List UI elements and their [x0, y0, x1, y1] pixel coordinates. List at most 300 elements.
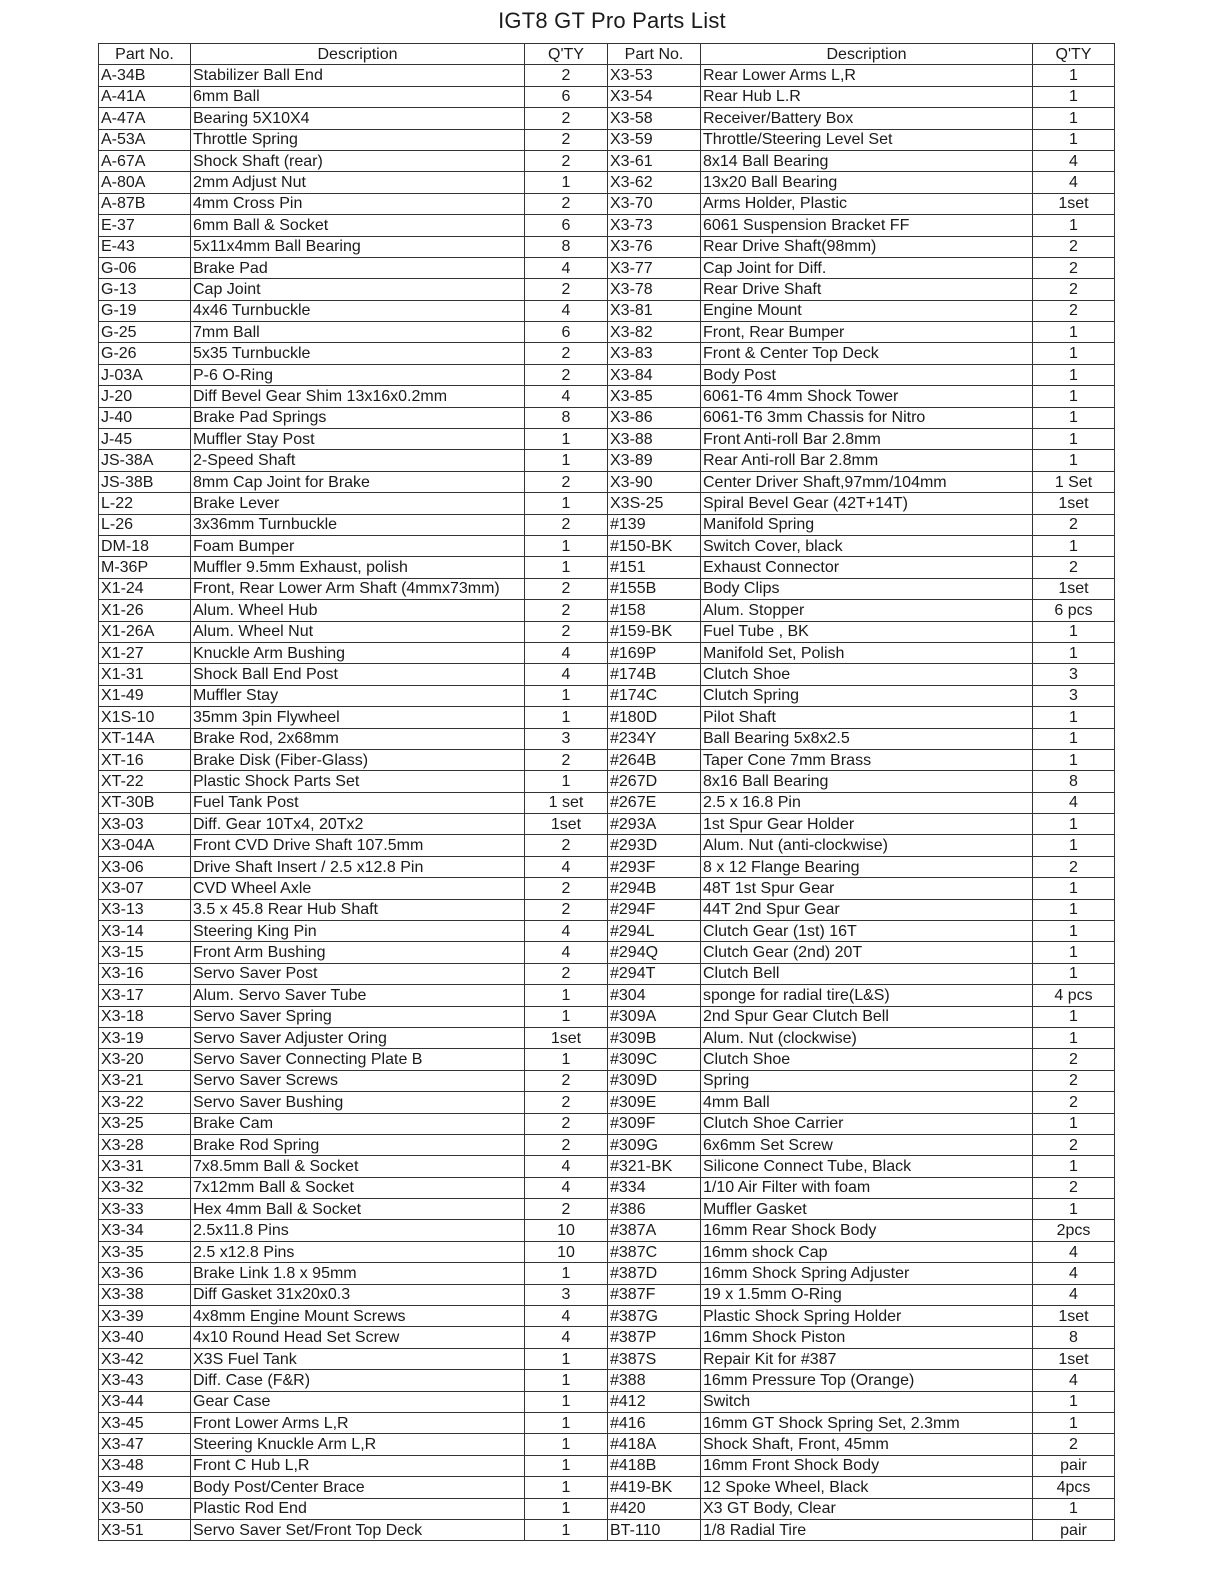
description-cell: Alum. Nut (anti-clockwise): [701, 835, 1033, 856]
quantity-cell: 4: [525, 942, 608, 963]
part-number-cell: G-26: [99, 343, 191, 364]
quantity-cell: 8: [1033, 771, 1115, 792]
part-number-cell: X3-21: [99, 1070, 191, 1091]
description-cell: Muffler Gasket: [701, 1199, 1033, 1220]
description-cell: X3S Fuel Tank: [191, 1348, 525, 1369]
quantity-cell: 10: [525, 1220, 608, 1241]
description-cell: Shock Ball End Post: [191, 664, 525, 685]
description-cell: 6x6mm Set Screw: [701, 1134, 1033, 1155]
description-cell: Cap Joint: [191, 279, 525, 300]
description-cell: 6061-T6 4mm Shock Tower: [701, 386, 1033, 407]
part-number-cell: #169P: [608, 642, 701, 663]
table-row: [99, 343, 1115, 364]
quantity-cell: 6: [525, 215, 608, 236]
header-qty: Q'TY: [1033, 44, 1115, 65]
quantity-cell: 2: [525, 150, 608, 171]
description-cell: 44T 2nd Spur Gear: [701, 899, 1033, 920]
description-cell: Drive Shaft Insert / 2.5 x12.8 Pin: [191, 856, 525, 877]
description-cell: 7mm Ball: [191, 322, 525, 343]
part-number-cell: X3-47: [99, 1434, 191, 1455]
part-number-cell: X3-38: [99, 1284, 191, 1305]
quantity-cell: 2: [525, 899, 608, 920]
table-row: [99, 899, 1115, 920]
quantity-cell: 1: [525, 1006, 608, 1027]
table-row: [99, 1220, 1115, 1241]
description-cell: Plastic Rod End: [191, 1498, 525, 1519]
part-number-cell: X3-54: [608, 86, 701, 107]
part-number-cell: X3-49: [99, 1477, 191, 1498]
table-row: [99, 1177, 1115, 1198]
table-row: [99, 814, 1115, 835]
description-cell: 16mm Shock Spring Adjuster: [701, 1263, 1033, 1284]
quantity-cell: 1: [525, 172, 608, 193]
quantity-cell: 8: [525, 407, 608, 428]
description-cell: Alum. Wheel Hub: [191, 600, 525, 621]
part-number-cell: JS-38B: [99, 471, 191, 492]
description-cell: Servo Saver Connecting Plate B: [191, 1049, 525, 1070]
quantity-cell: 2: [525, 65, 608, 86]
description-cell: Muffler Stay: [191, 685, 525, 706]
header-part-no: Part No.: [608, 44, 701, 65]
table-row: [99, 279, 1115, 300]
description-cell: 7x12mm Ball & Socket: [191, 1177, 525, 1198]
quantity-cell: 2: [1033, 514, 1115, 535]
part-number-cell: XT-22: [99, 771, 191, 792]
description-cell: Center Driver Shaft,97mm/104mm: [701, 471, 1033, 492]
part-number-cell: #174B: [608, 664, 701, 685]
description-cell: 6061 Suspension Bracket FF: [701, 215, 1033, 236]
part-number-cell: DM-18: [99, 535, 191, 556]
quantity-cell: 2: [1033, 1134, 1115, 1155]
description-cell: 4x8mm Engine Mount Screws: [191, 1306, 525, 1327]
quantity-cell: 2: [525, 471, 608, 492]
quantity-cell: 4: [525, 856, 608, 877]
description-cell: Steering Knuckle Arm L,R: [191, 1434, 525, 1455]
description-cell: Diff. Case (F&R): [191, 1370, 525, 1391]
quantity-cell: 1: [1033, 1113, 1115, 1134]
description-cell: Switch Cover, black: [701, 535, 1033, 556]
description-cell: 3.5 x 45.8 Rear Hub Shaft: [191, 899, 525, 920]
quantity-cell: 8: [1033, 1327, 1115, 1348]
description-cell: Diff Bevel Gear Shim 13x16x0.2mm: [191, 386, 525, 407]
quantity-cell: 1: [525, 1263, 608, 1284]
part-number-cell: XT-14A: [99, 728, 191, 749]
description-cell: Cap Joint for Diff.: [701, 257, 1033, 278]
description-cell: 4x46 Turnbuckle: [191, 300, 525, 321]
quantity-cell: 1: [1033, 407, 1115, 428]
quantity-cell: 1set: [1033, 193, 1115, 214]
quantity-cell: 4: [525, 1177, 608, 1198]
quantity-cell: 2: [1033, 279, 1115, 300]
table-row: [99, 963, 1115, 984]
part-number-cell: X3-31: [99, 1156, 191, 1177]
description-cell: 8 x 12 Flange Bearing: [701, 856, 1033, 877]
table-row: [99, 792, 1115, 813]
part-number-cell: X3-39: [99, 1306, 191, 1327]
part-number-cell: X3-84: [608, 364, 701, 385]
description-cell: Servo Saver Spring: [191, 1006, 525, 1027]
table-row: [99, 535, 1115, 556]
part-number-cell: X3-62: [608, 172, 701, 193]
quantity-cell: 1: [525, 1477, 608, 1498]
part-number-cell: #293D: [608, 835, 701, 856]
quantity-cell: 2pcs: [1033, 1220, 1115, 1241]
table-row: [99, 236, 1115, 257]
description-cell: 35mm 3pin Flywheel: [191, 707, 525, 728]
description-cell: Clutch Shoe: [701, 1049, 1033, 1070]
quantity-cell: 1: [525, 1348, 608, 1369]
table-row: [99, 942, 1115, 963]
quantity-cell: 3: [1033, 685, 1115, 706]
description-cell: Stabilizer Ball End: [191, 65, 525, 86]
description-cell: 6061-T6 3mm Chassis for Nitro: [701, 407, 1033, 428]
quantity-cell: 4: [525, 1156, 608, 1177]
description-cell: Throttle/Steering Level Set: [701, 129, 1033, 150]
quantity-cell: 1: [525, 1370, 608, 1391]
quantity-cell: 3: [1033, 664, 1115, 685]
part-number-cell: #412: [608, 1391, 701, 1412]
description-cell: Rear Anti-roll Bar 2.8mm: [701, 450, 1033, 471]
quantity-cell: 4pcs: [1033, 1477, 1115, 1498]
quantity-cell: 4: [525, 1306, 608, 1327]
table-row: [99, 1306, 1115, 1327]
table-row: [99, 1134, 1115, 1155]
part-number-cell: X3S-25: [608, 493, 701, 514]
description-cell: 2nd Spur Gear Clutch Bell: [701, 1006, 1033, 1027]
table-row: [99, 1049, 1115, 1070]
part-number-cell: #309F: [608, 1113, 701, 1134]
quantity-cell: 1: [525, 493, 608, 514]
quantity-cell: 4: [1033, 172, 1115, 193]
part-number-cell: #264B: [608, 749, 701, 770]
description-cell: CVD Wheel Axle: [191, 878, 525, 899]
header-part-no: Part No.: [99, 44, 191, 65]
part-number-cell: X3-18: [99, 1006, 191, 1027]
table-row: [99, 1413, 1115, 1434]
part-number-cell: #159-BK: [608, 621, 701, 642]
part-number-cell: X1-24: [99, 578, 191, 599]
description-cell: 2.5 x12.8 Pins: [191, 1241, 525, 1262]
description-cell: Alum. Stopper: [701, 600, 1033, 621]
quantity-cell: 1 set: [525, 792, 608, 813]
description-cell: Fuel Tank Post: [191, 792, 525, 813]
part-number-cell: #418A: [608, 1434, 701, 1455]
quantity-cell: 1: [525, 1434, 608, 1455]
description-cell: Exhaust Connector: [701, 557, 1033, 578]
part-number-cell: A-34B: [99, 65, 191, 86]
part-number-cell: #309B: [608, 1027, 701, 1048]
table-row: [99, 300, 1115, 321]
part-number-cell: #267D: [608, 771, 701, 792]
part-number-cell: #174C: [608, 685, 701, 706]
part-number-cell: X1-49: [99, 685, 191, 706]
description-cell: 5x35 Turnbuckle: [191, 343, 525, 364]
description-cell: Body Post/Center Brace: [191, 1477, 525, 1498]
part-number-cell: X3-04A: [99, 835, 191, 856]
part-number-cell: #293A: [608, 814, 701, 835]
table-row: [99, 856, 1115, 877]
table-row: [99, 1006, 1115, 1027]
quantity-cell: 2: [525, 878, 608, 899]
quantity-cell: 2: [525, 129, 608, 150]
quantity-cell: 1: [525, 1455, 608, 1476]
description-cell: Clutch Bell: [701, 963, 1033, 984]
quantity-cell: 4 pcs: [1033, 985, 1115, 1006]
quantity-cell: 3: [525, 1284, 608, 1305]
part-number-cell: X3-51: [99, 1519, 191, 1540]
part-number-cell: #321-BK: [608, 1156, 701, 1177]
table-row: [99, 1498, 1115, 1519]
table-row: [99, 578, 1115, 599]
description-cell: Servo Saver Set/Front Top Deck: [191, 1519, 525, 1540]
table-row: [99, 1113, 1115, 1134]
quantity-cell: 1: [1033, 215, 1115, 236]
quantity-cell: 1: [525, 429, 608, 450]
quantity-cell: 2: [525, 193, 608, 214]
description-cell: Front C Hub L,R: [191, 1455, 525, 1476]
description-cell: Shock Shaft, Front, 45mm: [701, 1434, 1033, 1455]
table-row: [99, 364, 1115, 385]
description-cell: Brake Pad Springs: [191, 407, 525, 428]
part-number-cell: #294F: [608, 899, 701, 920]
part-number-cell: X3-53: [608, 65, 701, 86]
quantity-cell: 2: [525, 1070, 608, 1091]
description-cell: 6mm Ball: [191, 86, 525, 107]
table-row: [99, 129, 1115, 150]
part-number-cell: #234Y: [608, 728, 701, 749]
table-row: [99, 172, 1115, 193]
description-cell: Silicone Connect Tube, Black: [701, 1156, 1033, 1177]
part-number-cell: #139: [608, 514, 701, 535]
part-number-cell: #309E: [608, 1092, 701, 1113]
quantity-cell: 1: [1033, 814, 1115, 835]
part-number-cell: X3-03: [99, 814, 191, 835]
quantity-cell: 1: [1033, 450, 1115, 471]
quantity-cell: 1set: [1033, 1348, 1115, 1369]
description-cell: Servo Saver Adjuster Oring: [191, 1027, 525, 1048]
part-number-cell: X3-36: [99, 1263, 191, 1284]
part-number-cell: X3-83: [608, 343, 701, 364]
part-number-cell: X3-13: [99, 899, 191, 920]
table-row: [99, 621, 1115, 642]
part-number-cell: X3-90: [608, 471, 701, 492]
quantity-cell: 1: [1033, 429, 1115, 450]
part-number-cell: #387D: [608, 1263, 701, 1284]
part-number-cell: X3-89: [608, 450, 701, 471]
table-row: [99, 1327, 1115, 1348]
description-cell: 13x20 Ball Bearing: [701, 172, 1033, 193]
description-cell: Knuckle Arm Bushing: [191, 642, 525, 663]
parts-table: [98, 43, 1115, 1541]
description-cell: 2.5x11.8 Pins: [191, 1220, 525, 1241]
description-cell: 4mm Ball: [701, 1092, 1033, 1113]
quantity-cell: 1: [525, 1049, 608, 1070]
quantity-cell: 4: [525, 257, 608, 278]
part-number-cell: X3-42: [99, 1348, 191, 1369]
part-number-cell: X3-73: [608, 215, 701, 236]
table-row: [99, 707, 1115, 728]
description-cell: 8mm Cap Joint for Brake: [191, 471, 525, 492]
part-number-cell: X3-25: [99, 1113, 191, 1134]
quantity-cell: 4: [525, 300, 608, 321]
part-number-cell: #267E: [608, 792, 701, 813]
description-cell: Servo Saver Post: [191, 963, 525, 984]
quantity-cell: 4: [1033, 1370, 1115, 1391]
part-number-cell: X3-85: [608, 386, 701, 407]
quantity-cell: 2: [1033, 1092, 1115, 1113]
part-number-cell: X1-26: [99, 600, 191, 621]
quantity-cell: 1: [1033, 642, 1115, 663]
description-cell: Clutch Shoe: [701, 664, 1033, 685]
quantity-cell: 1: [525, 450, 608, 471]
table-row: [99, 835, 1115, 856]
quantity-cell: 1: [1033, 1199, 1115, 1220]
part-number-cell: #387A: [608, 1220, 701, 1241]
quantity-cell: 4: [1033, 792, 1115, 813]
part-number-cell: XT-30B: [99, 792, 191, 813]
table-row: [99, 407, 1115, 428]
description-cell: Rear Lower Arms L,R: [701, 65, 1033, 86]
description-cell: Front & Center Top Deck: [701, 343, 1033, 364]
page-title: IGT8 GT Pro Parts List: [498, 8, 726, 33]
description-cell: Spiral Bevel Gear (42T+14T): [701, 493, 1033, 514]
description-cell: 19 x 1.5mm O-Ring: [701, 1284, 1033, 1305]
table-row: [99, 1370, 1115, 1391]
description-cell: 8x16 Ball Bearing: [701, 771, 1033, 792]
part-number-cell: X3-14: [99, 921, 191, 942]
part-number-cell: J-40: [99, 407, 191, 428]
description-cell: Alum. Nut (clockwise): [701, 1027, 1033, 1048]
description-cell: 48T 1st Spur Gear: [701, 878, 1033, 899]
part-number-cell: A-67A: [99, 150, 191, 171]
description-cell: Front Arm Bushing: [191, 942, 525, 963]
part-number-cell: X3-44: [99, 1391, 191, 1412]
part-number-cell: #309D: [608, 1070, 701, 1091]
part-number-cell: #304: [608, 985, 701, 1006]
quantity-cell: 1set: [525, 1027, 608, 1048]
table-row: [99, 65, 1115, 86]
quantity-cell: 2: [525, 343, 608, 364]
quantity-cell: 1: [1033, 343, 1115, 364]
table-row: [99, 749, 1115, 770]
quantity-cell: 1: [525, 985, 608, 1006]
part-number-cell: J-20: [99, 386, 191, 407]
description-cell: X3 GT Body, Clear: [701, 1498, 1033, 1519]
description-cell: 16mm Pressure Top (Orange): [701, 1370, 1033, 1391]
description-cell: 2.5 x 16.8 Pin: [701, 792, 1033, 813]
quantity-cell: 3: [525, 728, 608, 749]
description-cell: 1/10 Air Filter with foam: [701, 1177, 1033, 1198]
part-number-cell: G-25: [99, 322, 191, 343]
part-number-cell: X3-43: [99, 1370, 191, 1391]
part-number-cell: #387S: [608, 1348, 701, 1369]
table-row: [99, 557, 1115, 578]
quantity-cell: 2: [525, 835, 608, 856]
part-number-cell: #309A: [608, 1006, 701, 1027]
description-cell: Switch: [701, 1391, 1033, 1412]
quantity-cell: 2: [1033, 1434, 1115, 1455]
description-cell: Rear Drive Shaft: [701, 279, 1033, 300]
part-number-cell: X3-40: [99, 1327, 191, 1348]
part-number-cell: #180D: [608, 707, 701, 728]
part-number-cell: X3-59: [608, 129, 701, 150]
description-cell: Brake Link 1.8 x 95mm: [191, 1263, 525, 1284]
quantity-cell: 10: [525, 1241, 608, 1262]
part-number-cell: #416: [608, 1413, 701, 1434]
part-number-cell: G-19: [99, 300, 191, 321]
quantity-cell: 1: [1033, 386, 1115, 407]
header-description: Description: [701, 44, 1033, 65]
quantity-cell: 1: [525, 1498, 608, 1519]
description-cell: Throttle Spring: [191, 129, 525, 150]
quantity-cell: 2: [1033, 236, 1115, 257]
part-number-cell: X3-81: [608, 300, 701, 321]
table-row: [99, 1391, 1115, 1412]
part-number-cell: A-53A: [99, 129, 191, 150]
quantity-cell: 1: [1033, 86, 1115, 107]
quantity-cell: 6: [525, 322, 608, 343]
part-number-cell: X1S-10: [99, 707, 191, 728]
description-cell: 2mm Adjust Nut: [191, 172, 525, 193]
description-cell: Brake Disk (Fiber-Glass): [191, 749, 525, 770]
quantity-cell: 1: [525, 557, 608, 578]
table-row: [99, 1027, 1115, 1048]
description-cell: 5x11x4mm Ball Bearing: [191, 236, 525, 257]
part-number-cell: J-45: [99, 429, 191, 450]
description-cell: Servo Saver Bushing: [191, 1092, 525, 1113]
description-cell: Receiver/Battery Box: [701, 108, 1033, 129]
part-number-cell: #387P: [608, 1327, 701, 1348]
description-cell: Diff. Gear 10Tx4, 20Tx2: [191, 814, 525, 835]
description-cell: Brake Cam: [191, 1113, 525, 1134]
description-cell: Front Anti-roll Bar 2.8mm: [701, 429, 1033, 450]
description-cell: Plastic Shock Spring Holder: [701, 1306, 1033, 1327]
quantity-cell: 2: [525, 514, 608, 535]
part-number-cell: X3-76: [608, 236, 701, 257]
table-row: [99, 193, 1115, 214]
part-number-cell: A-41A: [99, 86, 191, 107]
part-number-cell: #386: [608, 1199, 701, 1220]
table-row: [99, 450, 1115, 471]
part-number-cell: X3-15: [99, 942, 191, 963]
part-number-cell: J-03A: [99, 364, 191, 385]
table-row: [99, 86, 1115, 107]
part-number-cell: X3-16: [99, 963, 191, 984]
part-number-cell: #419-BK: [608, 1477, 701, 1498]
description-cell: 1st Spur Gear Holder: [701, 814, 1033, 835]
quantity-cell: 2: [525, 1113, 608, 1134]
description-cell: Manifold Spring: [701, 514, 1033, 535]
part-number-cell: #294Q: [608, 942, 701, 963]
quantity-cell: 2: [525, 1092, 608, 1113]
table-row: [99, 600, 1115, 621]
table-row: [99, 1477, 1115, 1498]
part-number-cell: X3-28: [99, 1134, 191, 1155]
part-number-cell: A-47A: [99, 108, 191, 129]
quantity-cell: 1set: [1033, 578, 1115, 599]
part-number-cell: #293F: [608, 856, 701, 877]
quantity-cell: 2: [525, 749, 608, 770]
part-number-cell: #294T: [608, 963, 701, 984]
description-cell: Engine Mount: [701, 300, 1033, 321]
part-number-cell: #388: [608, 1370, 701, 1391]
description-cell: Front CVD Drive Shaft 107.5mm: [191, 835, 525, 856]
table-row: [99, 1348, 1115, 1369]
table-row: [99, 215, 1115, 236]
description-cell: Alum. Wheel Nut: [191, 621, 525, 642]
quantity-cell: 1: [1033, 1006, 1115, 1027]
quantity-cell: 4: [525, 386, 608, 407]
